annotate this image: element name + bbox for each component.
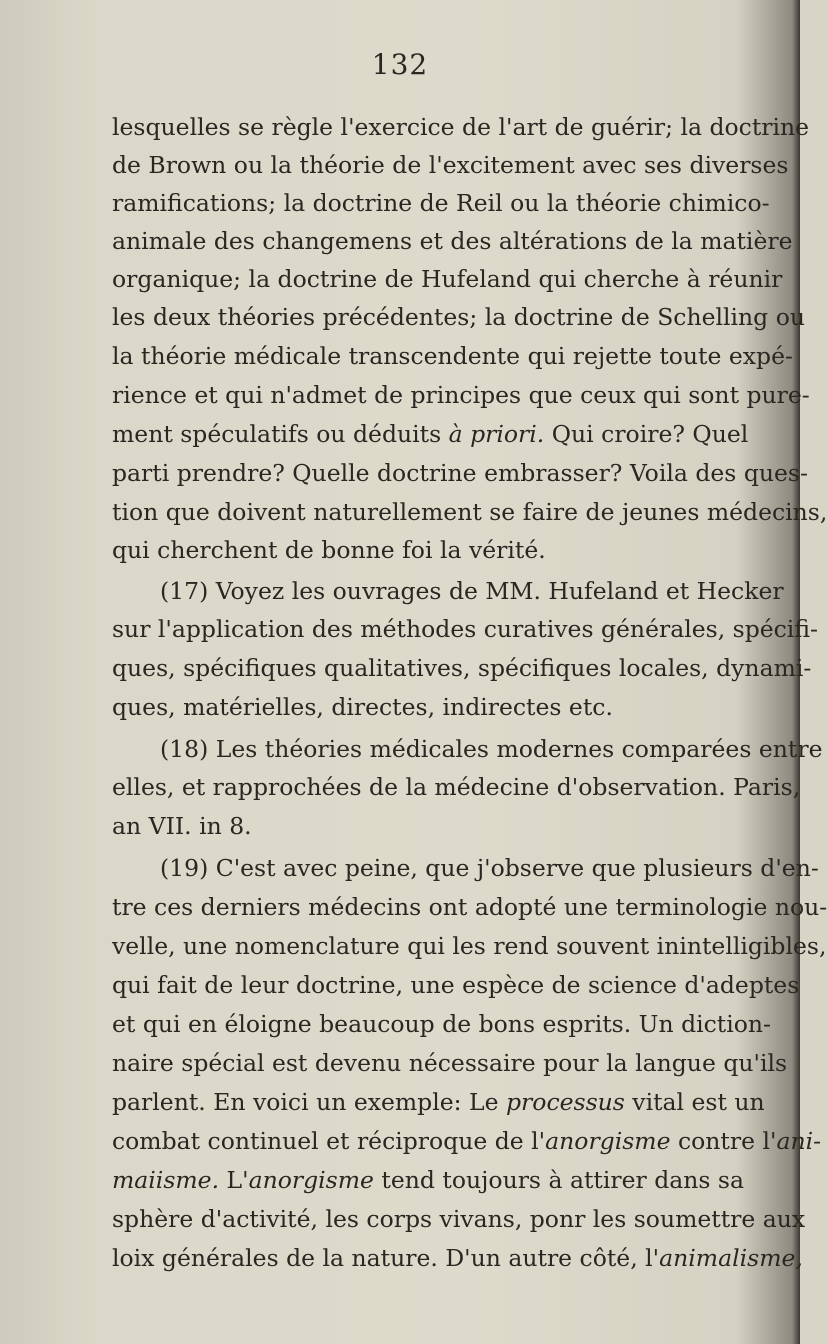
text-line: sur l'application des méthodes curatives générales, spécifi- xyxy=(112,615,818,643)
text-line: velle, une nomenclature qui les rend souvent inintelligibles, xyxy=(112,932,827,960)
text-line: tre ces derniers médecins ont adopté une terminologie nou- xyxy=(112,893,827,921)
text-line: tion que doivent naturellement se faire de jeunes médecins, xyxy=(112,498,827,526)
text-line: ques, spécifiques qualitatives, spécifiques locales, dynami- xyxy=(112,654,812,682)
text-line: qui fait de leur doctrine, une espèce de science d'adeptes xyxy=(112,971,800,999)
footnote-18: (18) Les théories médicales modernes comparées entre xyxy=(160,735,823,763)
text-line: qui cherchent de bonne foi la vérité. xyxy=(112,536,546,564)
text-line: rience et qui n'admet de principes que ceux qui sont pure- xyxy=(112,381,810,409)
text-line: loix générales de la nature. D'un autre côté, l'animalisme, xyxy=(112,1244,803,1272)
text-line: de Brown ou la théorie de l'excitement avec ses diverses xyxy=(112,151,789,179)
text-line: animale des changemens et des altérations de la matière xyxy=(112,227,793,255)
footnote-17: (17) Voyez les ouvrages de MM. Hufeland et Hecker xyxy=(160,577,784,605)
text-line: ment spéculatifs ou déduits à priori. Qui croire? Quel xyxy=(112,420,749,448)
text-line: maiisme. L'anorgisme tend toujours à attirer dans sa xyxy=(112,1166,744,1194)
text-line: naire spécial est devenu nécessaire pour la langue qu'ils xyxy=(112,1049,788,1077)
text-line: ques, matérielles, directes, indirectes etc. xyxy=(112,693,613,721)
text-line: parti prendre? Quelle doctrine embrasser? Voila des ques- xyxy=(112,459,808,487)
text-line: et qui en éloigne beaucoup de bons esprits. Un diction- xyxy=(112,1010,771,1038)
text-line: parlent. En voici un exemple: Le processus vital est un xyxy=(112,1088,765,1116)
text-line: les deux théories précédentes; la doctrine de Schelling ou xyxy=(112,303,805,331)
text-line: an VII. in 8. xyxy=(112,812,252,840)
text-line: sphère d'activité, les corps vivans, ponr les soumettre aux xyxy=(112,1205,806,1233)
text-line: lesquelles se règle l'exercice de l'art de guérir; la doctrine xyxy=(112,113,810,141)
page-number: 132 xyxy=(371,48,429,81)
text-line: organique; la doctrine de Hufeland qui cherche à réunir xyxy=(112,265,783,293)
text-line: ramifications; la doctrine de Reil ou la théorie chimico- xyxy=(112,189,770,217)
text-line: elles, et rapprochées de la médecine d'observation. Paris, xyxy=(112,773,801,801)
footnote-19: (19) C'est avec peine, que j'observe que plusieurs d'en- xyxy=(160,854,819,882)
text-line: combat continuel et réciproque de l'anorgisme contre l'ani- xyxy=(112,1127,822,1155)
text-line: la théorie médicale transcendente qui rejette toute expé- xyxy=(112,342,793,370)
